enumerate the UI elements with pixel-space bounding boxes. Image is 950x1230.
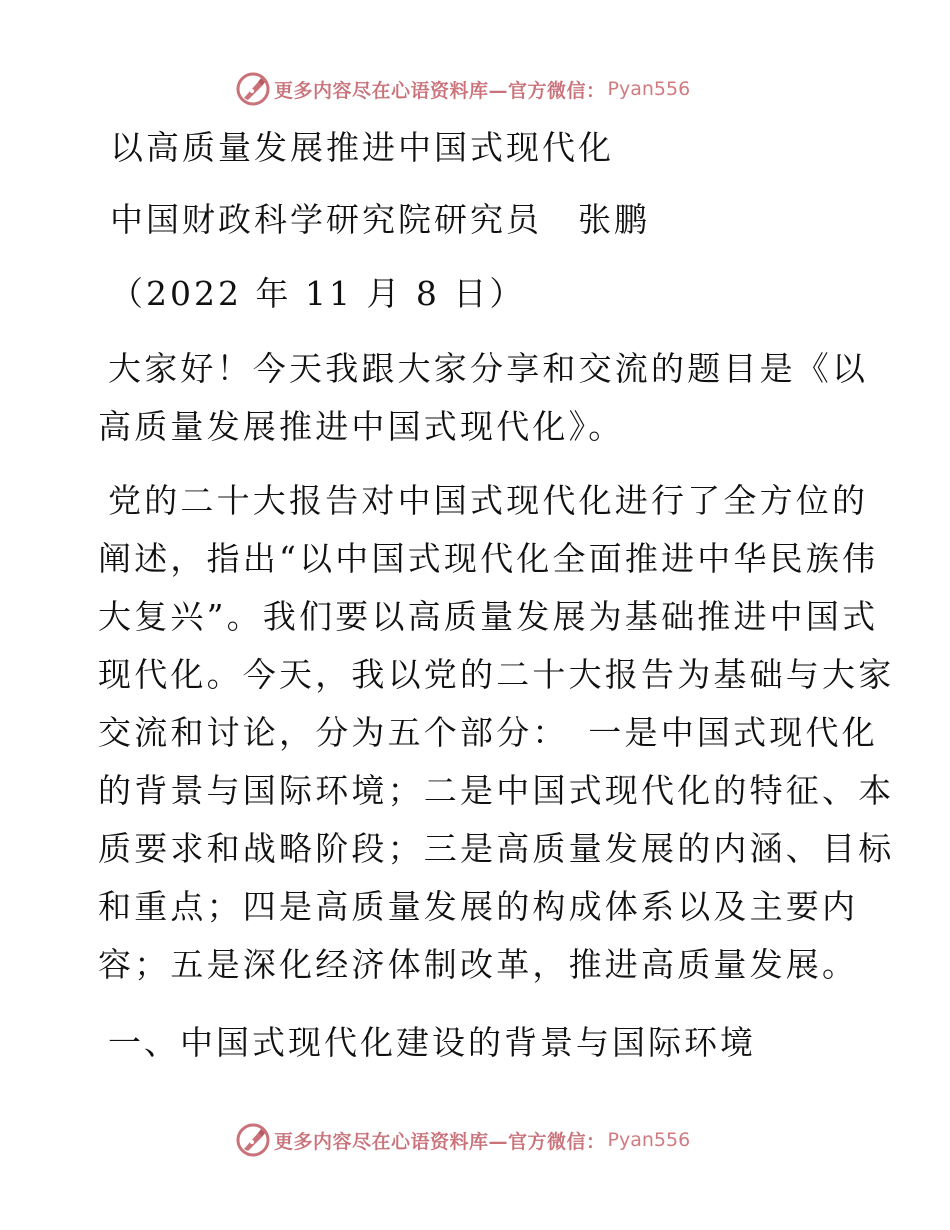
body-line: 的背景与国际环境；二是中国式现代化的特征、本	[98, 771, 895, 810]
watermark-wechat-id: Pyan556	[607, 1129, 691, 1151]
watermark-text: 更多内容尽在心语资料库—官方微信：	[274, 1130, 606, 1153]
intro-line: 高质量发展推进中国式现代化》。	[98, 407, 625, 446]
body-line: 容；五是深化经济体制改革，推进高质量发展。	[98, 945, 859, 984]
body-line: 质要求和战略阶段；三是高质量发展的内涵、目标	[98, 829, 895, 868]
body-line: 交流和讨论，分为五个部分： 一是中国式现代化	[98, 713, 878, 752]
watermark-text: 更多内容尽在心语资料库—官方微信：	[274, 79, 606, 102]
body-line: 大复兴”。我们要以高质量发展为基础推进中国式	[98, 597, 879, 636]
watermark-wechat-id: Pyan556	[607, 78, 691, 100]
body-line: 阐述，指出“以中国式现代化全面推进中华民族伟	[98, 539, 879, 578]
watermark-footer	[236, 1122, 690, 1158]
pen-logo-icon	[236, 1123, 270, 1157]
date-line: （2022 年 11 月 8 日）	[110, 274, 526, 313]
pen-logo-icon	[236, 72, 270, 106]
section-heading: 一、中国式现代化建设的背景与国际环境	[108, 1023, 756, 1062]
body-line: 和重点；四是高质量发展的构成体系以及主要内	[98, 887, 859, 926]
intro-line: 大家好！今天我跟大家分享和交流的题目是《以	[108, 349, 869, 388]
document-title: 以高质量发展推进中国式现代化	[110, 128, 614, 167]
body-line: 现代化。今天，我以党的二十大报告为基础与大家	[98, 655, 895, 694]
watermark-header	[236, 71, 690, 107]
body-paragraph	[98, 472, 895, 994]
intro-paragraph	[98, 340, 869, 456]
author-line: 中国财政科学研究院研究员 张鹏	[110, 200, 650, 239]
body-line: 党的二十大报告对中国式现代化进行了全方位的	[108, 481, 869, 520]
